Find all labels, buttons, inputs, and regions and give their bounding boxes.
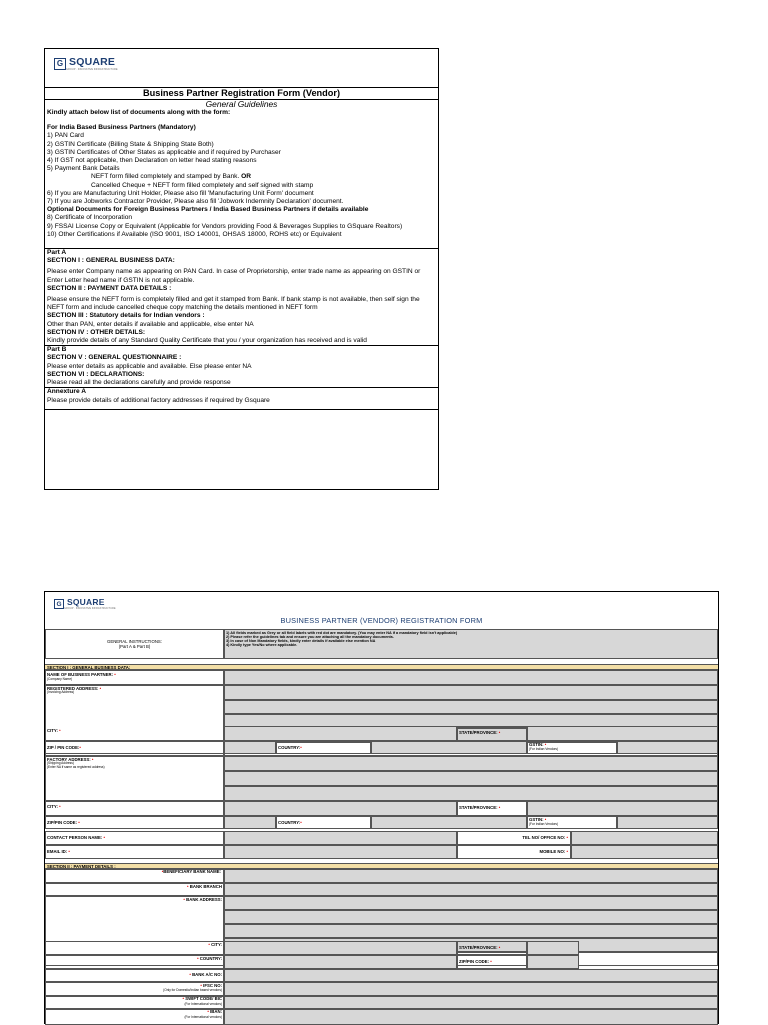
zip-label-cell [45, 741, 224, 754]
doc-item: 6) If you are Manufacturing Unit Holder, Please also fill 'Manufacturing Unit Form' document [47, 189, 314, 197]
section-5-text: Please enter details as applicable and available. Else please enter NA [47, 362, 252, 370]
state-label: STATE/PROVINCE: • [459, 730, 501, 735]
tel-label-cell [457, 831, 571, 845]
required-dot-icon: • [91, 757, 94, 762]
factory-zip-input[interactable] [224, 816, 276, 829]
reg-address-label: REGISTERED ADDRESS: • [47, 686, 102, 691]
required-dot-icon: • [200, 983, 202, 988]
neft-option-1-text: NEFT form filled completely and stamped by Bank. [91, 173, 240, 181]
section-1-heading: SECTION I : GENERAL BUSINESS DATA: [47, 257, 175, 265]
form-title: BUSINESS PARTNER (VENDOR) REGISTRATION FORM [280, 616, 483, 625]
section-1-header: SECTION I : GENERAL BUSINESS DATA: [45, 664, 718, 670]
section-4-text: Kindly provide details of any Standard Quality Certificate that you / your organization has received and is valid [47, 337, 367, 345]
required-dot-icon: • [197, 956, 199, 961]
doc-item: 3) GSTIN Certificates of Other States as applicable and if required by Purchaser [47, 148, 281, 156]
required-dot-icon: • [300, 820, 302, 825]
india-heading: For India Based Business Partners (Mandatory) [47, 124, 196, 132]
required-dot-icon: • [498, 945, 501, 950]
email-label: EMAIL ID: • [47, 849, 70, 854]
instructions-label-cell [45, 629, 224, 659]
ifsc-label-cell [45, 982, 224, 996]
factory-label-cell [45, 756, 224, 801]
required-dot-icon: • [68, 849, 70, 854]
bank-city-label-cell [45, 941, 224, 955]
logo-tagline: GROUP · INNOVATIVE INFRASTRUCTURE [66, 68, 118, 71]
required-dot-icon: • [59, 804, 61, 809]
city-label: CITY: • [47, 804, 61, 809]
bank-name-label: •BENEFICIARY BANK NAME: [161, 869, 221, 874]
swift-sub: (For International vendors) [184, 1002, 222, 1006]
guidelines-panel [44, 48, 439, 490]
optional-heading: Optional Documents for Foreign Business Partners / India Based Business Partners if details available [47, 206, 369, 214]
acno-label: • BANK A/C NO: [189, 972, 222, 977]
factory-gstin-input[interactable] [617, 816, 718, 829]
part-a-heading: Part A [47, 249, 67, 257]
gstin-sub: (For Indian Vendors) [529, 747, 559, 751]
iban-label: • IBAN: [207, 1009, 222, 1014]
bank-address-line-1[interactable] [224, 896, 718, 910]
city-label: CITY: • [47, 728, 61, 733]
bank-state-input[interactable] [527, 941, 579, 955]
section-2-heading: SECTION II : PAYMENT DATA DETAILS : [47, 284, 172, 292]
bank-zip-label-cell [457, 955, 527, 969]
gstin-label: GSTIN: • [529, 817, 547, 822]
bank-branch-label-cell [45, 883, 224, 896]
bank-address-line-3[interactable] [224, 924, 718, 938]
required-dot-icon: • [79, 745, 81, 750]
country-label: COUNTRY:• [278, 820, 302, 825]
zip-label: ZIP / PIN CODE:• [47, 745, 81, 750]
tel-input[interactable] [571, 831, 718, 845]
instruction-4: 4) Kindly type Yes/No where applicable. [226, 643, 298, 647]
bank-state-label: STATE/PROVINCE: • [459, 945, 501, 950]
city-input[interactable] [224, 726, 457, 741]
doc-item: 9) FSSAI License Copy or Equivalent (Applicable for Vendors providing Food & Beverages Supplies to GSquare Realtors) [47, 222, 403, 230]
mobile-input[interactable] [571, 845, 718, 859]
instructions-cell [224, 629, 718, 659]
bank-city-input[interactable] [224, 941, 457, 955]
tel-label: TEL NO/ OFFICE NO: • [522, 835, 568, 840]
required-dot-icon: • [103, 835, 106, 840]
required-dot-icon: • [182, 996, 185, 1001]
iban-input[interactable] [224, 1009, 718, 1025]
factory-sub-2: (Enter NA if same as registered address) [47, 765, 105, 769]
bank-branch-label: • BANK BRANCH [187, 884, 222, 889]
factory-address-line-3[interactable] [224, 786, 718, 801]
state-label-cell [457, 726, 527, 741]
name-label-cell [45, 670, 224, 685]
zip-label-cell-2 [45, 816, 224, 829]
required-dot-icon: • [300, 745, 302, 750]
state-label-cell-2 [457, 801, 527, 816]
city-label-cell [45, 726, 224, 741]
logo-wordmark: SQUARE [69, 56, 116, 68]
doc-item: 8) Certificate of Incorporation [47, 214, 133, 222]
logo-g-mark: G [54, 58, 66, 70]
ifsc-sub: (Only for Domestic/Indian based vendors) [163, 988, 222, 992]
reg-address-line-2[interactable] [224, 700, 718, 714]
registration-form [44, 591, 719, 1024]
country-input[interactable] [371, 741, 527, 754]
email-label-cell [45, 845, 224, 859]
required-dot-icon: • [498, 805, 501, 810]
contact-label: CONTACT PERSON NAME: • [47, 835, 106, 840]
section-1-text: Please enter Company name as appearing on PAN Card. In case of Proprietorship, enter trade name as appearing on GSTIN or Enter Letter head name if GSTIN is not applicable. [47, 268, 421, 284]
section-6-text: Please read all the declarations carefully and provide response [47, 379, 231, 387]
name-sub: (Company Name) [47, 677, 73, 681]
section-3-text: Other than PAN, enter details if available and applicable, else enter NA [47, 320, 254, 328]
gstin-input[interactable] [617, 741, 718, 754]
zip-label: ZIP/PIN CODE: • [47, 820, 80, 825]
acno-label-cell [45, 969, 224, 982]
neft-option-1 [45, 173, 438, 181]
section-6-heading: SECTION VI : DECLARATIONS: [47, 370, 145, 378]
ifsc-input[interactable] [224, 982, 718, 996]
gsquare-logo [54, 598, 116, 610]
bank-name-input[interactable] [224, 869, 718, 883]
bank-state-label-cell [457, 941, 527, 955]
section-5-heading: SECTION V : GENERAL QUESTIONNAIRE : [47, 354, 182, 362]
instructions-sub: (Part A & Part B) [118, 644, 151, 649]
reg-address-line-1[interactable] [224, 685, 718, 700]
mobile-label-cell [457, 845, 571, 859]
doc-item: 1) PAN Card [47, 132, 84, 140]
reg-address-sub: (Invoicing Address) [47, 690, 75, 694]
required-dot-icon: • [208, 942, 210, 947]
required-dot-icon: • [161, 869, 164, 874]
instruction-3: 3) In case of Non Mandatory fields, kindly enter details if available else mention NA [226, 639, 376, 643]
doc-item: 5) Payment Bank Details [47, 165, 120, 173]
instruction-1: 1) All fields marked as Grey or all field labels with red dot are mandatory. (You may enter NA if a mandatory field isn't applicable) [226, 631, 458, 635]
required-dot-icon: • [566, 849, 568, 854]
state-input[interactable] [527, 726, 718, 741]
annexure-text: Please provide details of additional factory addresses if required by Gsquare [47, 396, 270, 404]
bank-name-label-cell [45, 869, 224, 883]
gsquare-logo [54, 57, 118, 71]
country-label-cell [276, 741, 371, 754]
name-label: NAME OF BUSINESS PARTNER: • [47, 672, 116, 677]
business-name-input[interactable] [224, 670, 718, 685]
doc-item: 7) If you are Jobworks Contractor Provider, Please also fill 'Jobwork Indemnity Declaration' document. [47, 198, 344, 206]
factory-country-input[interactable] [371, 816, 527, 829]
annexure-heading: Annexture A [45, 387, 438, 396]
guidelines-header [45, 49, 438, 88]
bank-branch-input[interactable] [224, 883, 718, 896]
factory-state-input[interactable] [527, 801, 718, 816]
bank-city-label: • CITY: [208, 942, 222, 947]
logo-g-mark: G [54, 599, 64, 609]
section-2-text: Please ensure the NEFT form is completely filled and get it stamped from Bank. If bank stamp is not available, then self sign the NEFT form and include cancelled cheque copy matching the details mentioned in NEFT form [47, 296, 420, 312]
ifsc-label: • IFSC NO: [200, 983, 222, 988]
guidelines-title: Business Partner Registration Form (Vendor) [45, 88, 438, 100]
section-4-heading: SECTION IV : OTHER DETAILS: [47, 328, 146, 336]
gstin-label: GSTIN: • [529, 742, 547, 747]
iban-sub: (For International vendors) [184, 1015, 222, 1019]
factory-address-line-2[interactable] [224, 771, 718, 786]
part-b-heading: Part B [45, 345, 438, 354]
section-2-header: SECTION II : PAYMENT DETAILS : [45, 863, 718, 869]
required-dot-icon: • [498, 730, 501, 735]
logo-tagline: GROUP · INNOVATIVE INFRASTRUCTURE [64, 607, 116, 610]
required-dot-icon: • [187, 884, 189, 889]
required-dot-icon: • [189, 972, 191, 977]
contact-label-cell [45, 831, 224, 845]
state-label: STATE/PROVINCE: • [459, 805, 501, 810]
gstin-sub: (For Indian Vendors) [529, 822, 559, 826]
required-dot-icon: • [566, 835, 568, 840]
doc-item: 10) Other Certifications if Available (ISO 9001, ISO 140001, OHSAS 18000, ROHS etc) or Equivalent [47, 230, 342, 238]
bank-address-line-2[interactable] [224, 910, 718, 924]
factory-sub-1: (Shipping Address) [47, 761, 74, 765]
logo-wordmark: SQUARE [67, 597, 105, 607]
swift-label-cell [45, 996, 224, 1009]
required-dot-icon: • [114, 672, 116, 677]
iban-label-cell [45, 1009, 224, 1025]
doc-item: 4) If GST not applicable, then Declaration on letter head stating reasons [47, 157, 257, 165]
zip-input[interactable] [224, 741, 276, 754]
instruction-2: 2) Please refer the guidelines tab and ensure you are attaching all the mandatory documents. [226, 635, 394, 639]
factory-city-input[interactable] [224, 801, 457, 816]
required-dot-icon: • [99, 686, 102, 691]
instructions-label: GENERAL INSTRUCTIONS: [107, 639, 162, 644]
factory-label: FACTORY ADDRESS: • [47, 757, 94, 762]
bank-country-input[interactable] [224, 955, 457, 969]
required-dot-icon: • [490, 959, 492, 964]
required-dot-icon: • [78, 820, 80, 825]
form-header [45, 592, 718, 619]
contact-input[interactable] [224, 831, 457, 845]
city-label-cell-2 [45, 801, 224, 816]
bank-country-label: • COUNTRY: [197, 956, 222, 961]
bank-zip-label: ZIP/PIN CODE: • [459, 959, 492, 964]
country-label-cell-2 [276, 816, 371, 829]
swift-input[interactable] [224, 996, 718, 1009]
required-dot-icon: • [183, 897, 185, 902]
swift-label: • SWIFT CODE/ BIC [182, 996, 222, 1001]
intro-text: Kindly attach below list of documents along with the form: [47, 109, 231, 116]
required-dot-icon: • [544, 742, 547, 747]
country-label: COUNTRY:• [278, 745, 302, 750]
section-3-heading: SECTION III : Statutory details for Indian vendors : [47, 312, 205, 320]
gstin-label-cell [527, 741, 617, 754]
guidelines-subtitle: General Guidelines [205, 99, 278, 109]
bank-country-label-cell [45, 955, 224, 969]
required-dot-icon: • [59, 728, 61, 733]
doc-item: 2) GSTIN Certificate (Billing State & Shipping State Both) [47, 140, 214, 148]
factory-address-line-1[interactable] [224, 756, 718, 771]
required-dot-icon: • [544, 817, 547, 822]
neft-option-2: Cancelled Cheque + NEFT form filled completely and self signed with stamp [91, 181, 314, 189]
required-dot-icon: • [207, 1009, 209, 1014]
bank-address-label: • BANK ADDRESS: [183, 897, 222, 902]
bank-zip-input[interactable] [527, 955, 579, 969]
acno-input[interactable] [224, 969, 718, 982]
or-text: OR [241, 173, 252, 181]
email-input[interactable] [224, 845, 457, 859]
gstin-label-cell-2 [527, 816, 617, 829]
mobile-label: MOBILE NO: • [539, 849, 568, 854]
